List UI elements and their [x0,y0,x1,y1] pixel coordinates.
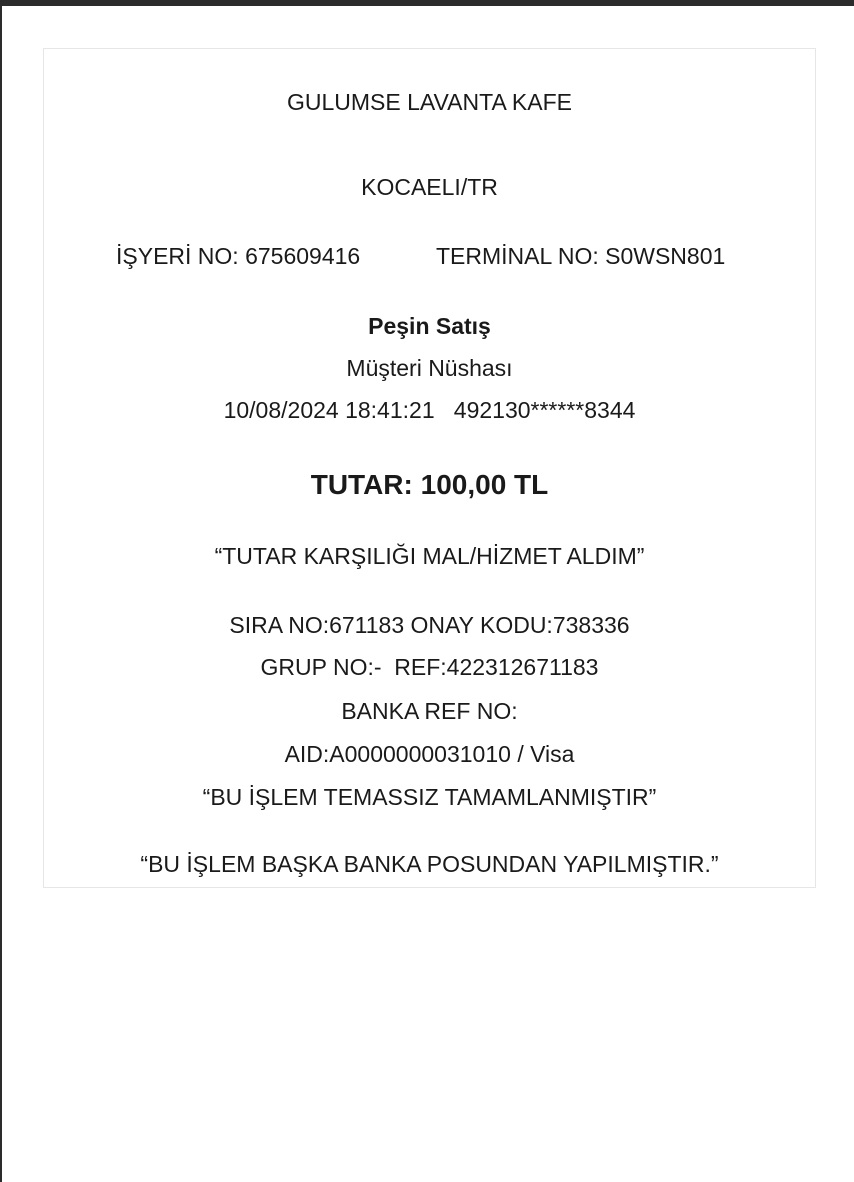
other-bank-note: “BU İŞLEM BAŞKA BANKA POSUNDAN YAPILMIŞTIR.” [140,851,719,877]
sequence-approval: SIRA NO:671183 ONAY KODU:738336 [229,612,630,638]
group-ref: GRUP NO:- REF:422312671183 [260,654,599,680]
contactless-note: “BU İŞLEM TEMASSIZ TAMAMLANMIŞTIR” [202,784,657,810]
aid: AID:A0000000031010 / Visa [284,741,575,767]
transaction-type: Peşin Satış [368,313,491,339]
amount: TUTAR: 100,00 TL [310,469,549,500]
datetime-card: 10/08/2024 18:41:21 492130******8344 [223,397,636,423]
top-border [0,0,854,6]
receipt [43,48,816,888]
terminal-number: TERMİNAL NO: S0WSN801 [436,243,726,269]
location: KOCAELI/TR [361,174,498,200]
left-border [0,0,2,1182]
ids-row [116,242,756,270]
acknowledgement: “TUTAR KARŞILIĞI MAL/HİZMET ALDIM” [214,543,645,569]
bank-ref: BANKA REF NO: [341,698,518,724]
copy-type: Müşteri Nüshası [346,355,513,381]
merchant-name: GULUMSE LAVANTA KAFE [286,89,573,115]
merchant-number: İŞYERİ NO: 675609416 [116,243,361,269]
